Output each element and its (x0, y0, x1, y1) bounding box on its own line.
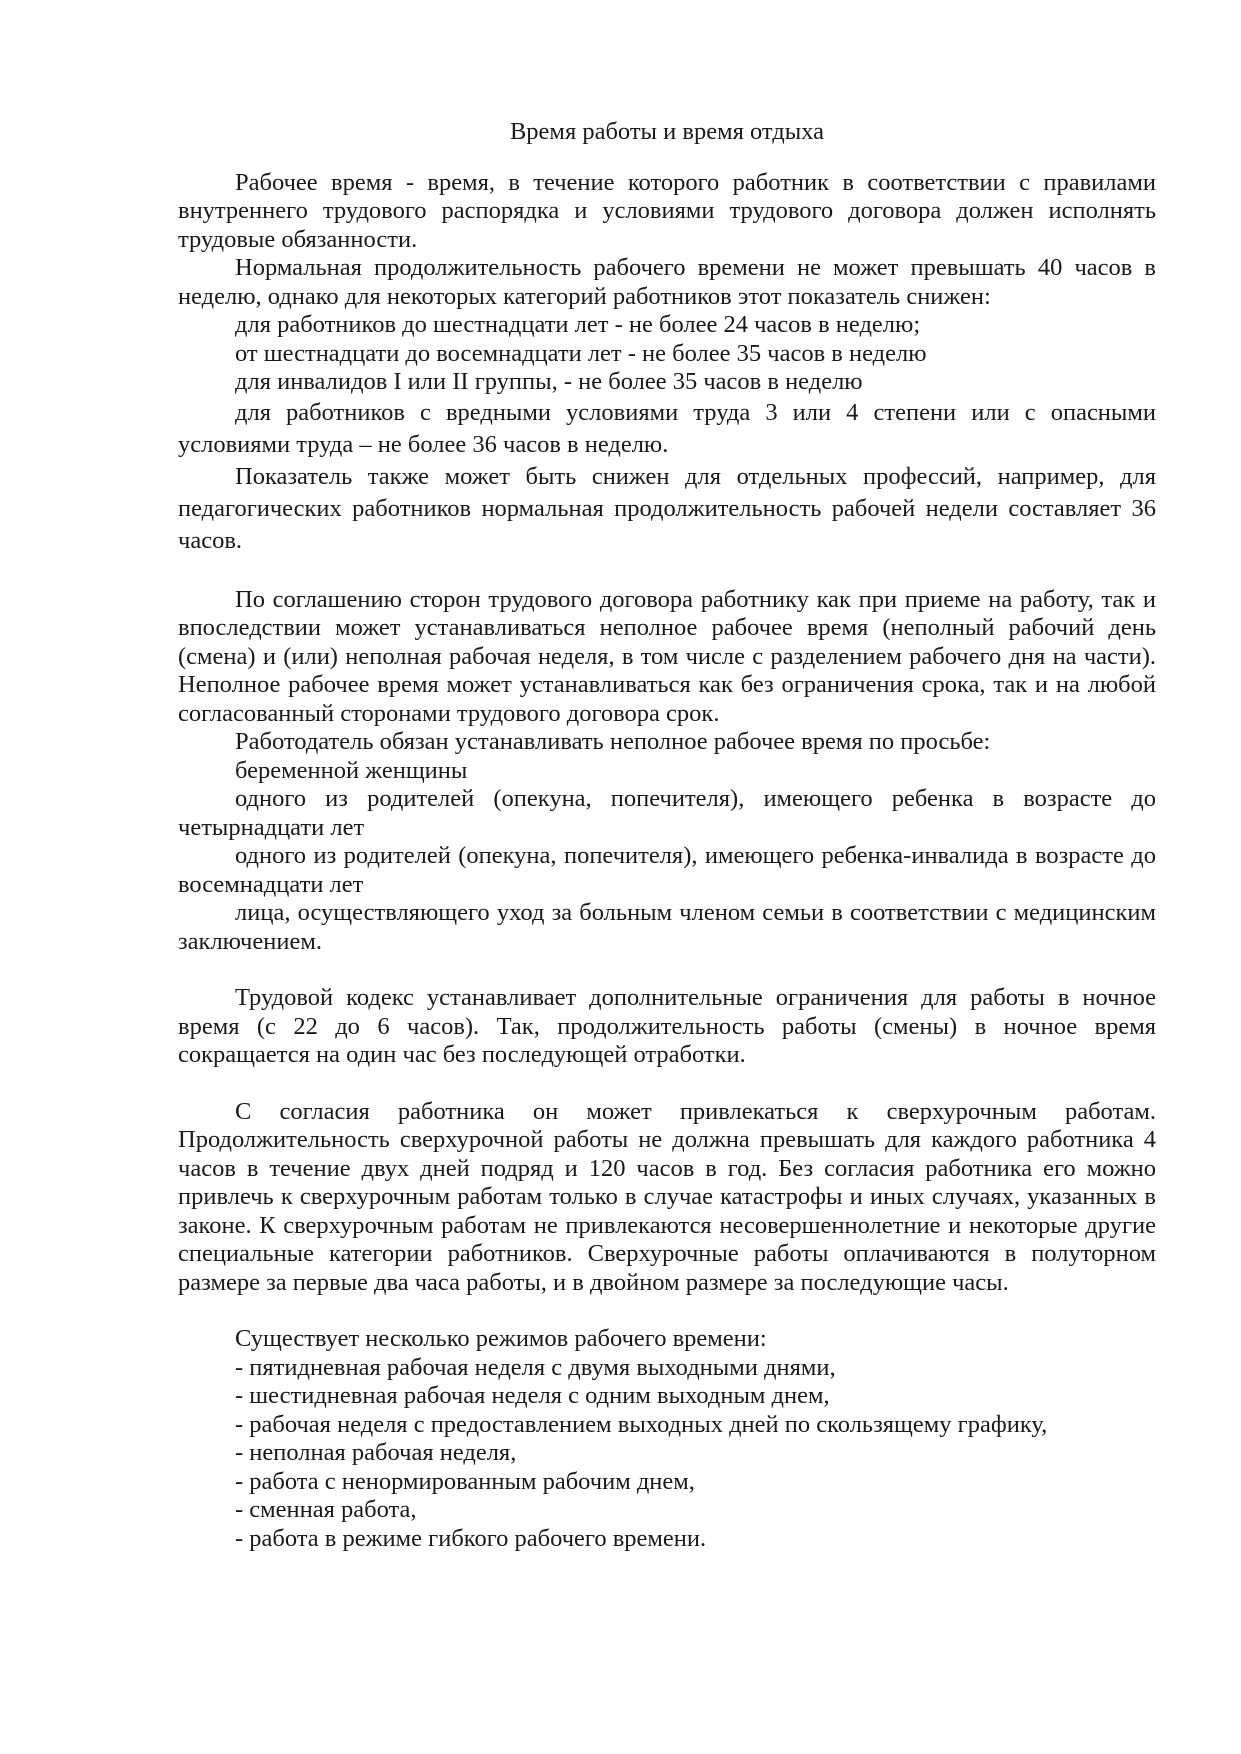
list-item: - работа в режиме гибкого рабочего времени. (235, 1524, 707, 1552)
list-item: - сменная работа, (235, 1496, 417, 1523)
list-item: - работа с ненормированным рабочим днем, (235, 1467, 695, 1495)
paragraph-night-work: Трудовой кодекс устанавливает дополнительные ограничения для работы в ночное время (с 22 до 6 часов). Так, продолжительность работы (смены) в ночное время сокращается на один час без последующей отработки. (178, 984, 1156, 1068)
paragraph-overtime: С согласия работника он может привлекаться к сверхурочным работам. Продолжительность сверхурочной работы не должна превышать для каждого работника 4 часов в течение двух дней подряд и 120 часов в год. Без согласия работника его можно привлечь к сверхурочным работам только в случае катастрофы и иных случаях, указанных в законе. К сверхурочным работам не привлекаются несовершеннолетние и некоторые другие специальные категории работников. Сверхурочные работы оплачиваются в полуторном размере за первые два часа работы, и в двойном размере за последующие часы. (178, 1097, 1156, 1296)
document-page (178, 118, 1156, 1553)
item-parent-child-fourteen: одного из родителей (опекуна, попечителя), имеющего ребенка в возрасте до четырнадцати лет (178, 785, 1156, 841)
item-caregiver: лица, осуществляющего уход за больным членом семьи в соответствии с медицинским заключением. (178, 899, 1156, 955)
paragraph-working-time-definition: Рабочее время - время, в течение которого работник в соответствии с правилами внутреннего трудового распорядка и условиями трудового договора должен исполнять трудовые обязанности. (178, 168, 1156, 253)
item-under-sixteen: для работников до шестнадцати лет - не более 24 часов в неделю; (235, 311, 921, 338)
item-sixteen-eighteen: от шестнадцати до восемнадцати лет - не более 35 часов в неделю (235, 339, 927, 367)
item-parent-disabled-child: одного из родителей (опекуна, попечителя), имеющего ребенка-инвалида в возрасте до восемнадцати лет (178, 842, 1156, 898)
list-item: - неполная рабочая неделя, (235, 1439, 517, 1466)
list-item: - рабочая неделя с предоставлением выходных дней по скользящему графику, (235, 1410, 1048, 1438)
item-harmful-conditions: для работников с вредными условиями труда 3 или 4 степени или с опасными условиями труда – не более 36 часов в неделю. (178, 398, 1156, 458)
paragraph-normal-duration: Нормальная продолжительность рабочего времени не может превышать 40 часов в неделю, однако для некоторых категорий работников этот показатель снижен: (178, 254, 1156, 310)
item-disabled-groups: для инвалидов I или II группы, - не более 35 часов в неделю (235, 368, 863, 395)
work-modes-list (178, 1354, 1156, 1554)
document-title: Время работы и время отдыха (509, 118, 825, 145)
list-item: - шестидневная рабочая неделя с одним выходным днем, (235, 1382, 830, 1409)
paragraph-teachers: Показатель также может быть снижен для отдельных профессий, например, для педагогических работников нормальная продолжительность рабочей недели составляет 36 часов. (178, 462, 1156, 554)
paragraph-part-time: По соглашению сторон трудового договора работнику как при приеме на работу, так и впоследствии может устанавливаться неполное рабочее время (неполный рабочий день (смена) и (или) неполная рабочая неделя, в том числе с разделением рабочего дня на части). Неполное рабочее время может устанавливаться как без ограничения срока, так и на любой согласованный сторонами трудового договора срок. (178, 585, 1156, 727)
list-item: - пятидневная рабочая неделя с двумя выходными днями, (235, 1353, 836, 1381)
paragraph-work-modes-intro: Существует несколько режимов рабочего времени: (235, 1325, 767, 1352)
paragraph-employer-obliged: Работодатель обязан устанавливать неполное рабочее время по просьбе: (235, 728, 991, 755)
item-pregnant-woman: беременной женщины (235, 756, 468, 784)
